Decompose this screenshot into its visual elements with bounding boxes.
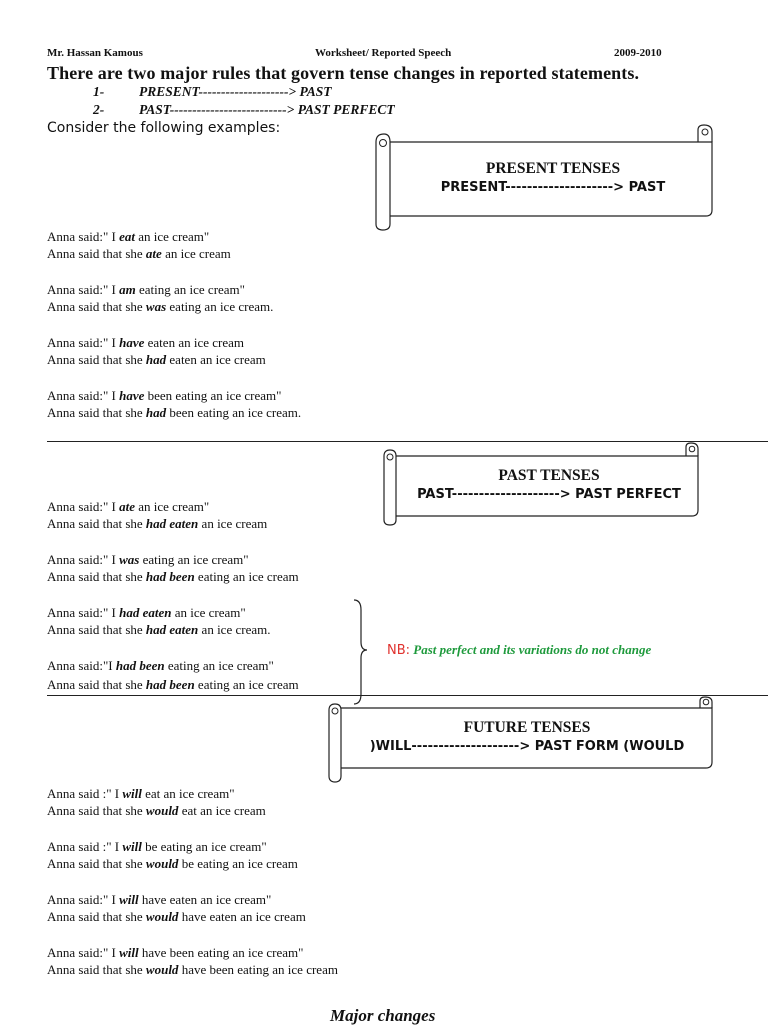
example-reported: Anna said that she had been eating an ice cream: [47, 677, 299, 692]
right-brace: [352, 598, 372, 708]
example-quote: Anna said:" I eat an ice cream": [47, 229, 210, 244]
example-reported: Anna said that she had been eating an ice cream: [47, 569, 299, 584]
example-quote: Anna said:" I ate an ice cream": [47, 499, 210, 514]
rule-2-text: PAST--------------------------> PAST PERFECT: [139, 102, 395, 117]
present-scroll-banner: [372, 124, 718, 232]
future-tenses-title: FUTURE TENSES: [463, 719, 591, 736]
example-quote: Anna said:" I will have eaten an ice cream": [47, 892, 272, 907]
example-reported: Anna said that she would have eaten an ice cream: [47, 909, 306, 924]
example-quote: Anna said:" I have been eating an ice cream": [47, 388, 282, 403]
major-changes-heading: Major changes: [330, 1006, 436, 1025]
example-quote: Anna said:"I had been eating an ice cream": [47, 658, 274, 673]
example-reported: Anna said that she would eat an ice cream: [47, 803, 266, 818]
example-reported: Anna said that she had eaten an ice cream: [47, 516, 268, 531]
example-quote: Anna said:" I was eating an ice cream": [47, 552, 249, 567]
example-reported: Anna said that she ate an ice cream: [47, 246, 231, 261]
main-heading: There are two major rules that govern tense changes in reported statements.: [47, 63, 640, 83]
nb-label: NB:: [387, 643, 411, 658]
past-tenses-title: PAST TENSES: [498, 467, 600, 484]
example-quote: Anna said :" I will eat an ice cream": [47, 786, 235, 801]
nb-note: [387, 642, 651, 658]
example-quote: Anna said:" I have eaten an ice cream: [47, 335, 244, 350]
example-reported: Anna said that she would have been eating an ice cream: [47, 962, 338, 977]
example-quote: Anna said:" I will have been eating an ice cream": [47, 945, 304, 960]
rule-1-number: 1-: [93, 84, 105, 99]
example-reported: Anna said that she was eating an ice cream.: [47, 299, 274, 314]
rule-1-text: PRESENT--------------------> PAST: [139, 84, 332, 99]
present-tenses-rule: PRESENT--------------------> PAST: [440, 180, 666, 195]
example-reported: Anna said that she had eaten an ice cream: [47, 352, 266, 367]
rule-2-number: 2-: [93, 102, 105, 117]
past-tenses-rule: PAST--------------------> PAST PERFECT: [417, 487, 681, 502]
worksheet-title: Worksheet/ Reported Speech: [315, 47, 452, 59]
consider-text: Consider the following examples:: [47, 120, 281, 136]
nb-text: Past perfect and its variations do not change: [413, 642, 652, 657]
example-quote: Anna said :" I will be eating an ice cream": [47, 839, 267, 854]
example-quote: Anna said:" I am eating an ice cream": [47, 282, 245, 297]
example-quote: Anna said:" I had eaten an ice cream": [47, 605, 246, 620]
example-reported: Anna said that she had been eating an ice cream.: [47, 405, 302, 420]
author-name: Mr. Hassan Kamous: [47, 47, 143, 59]
example-reported: Anna said that she had eaten an ice cream.: [47, 622, 271, 637]
present-tenses-title: PRESENT TENSES: [485, 160, 621, 177]
example-reported: Anna said that she would be eating an ice cream: [47, 856, 298, 871]
school-year: 2009-2010: [614, 47, 662, 59]
future-tenses-rule: )WILL--------------------> PAST FORM (WOULD: [369, 739, 685, 754]
